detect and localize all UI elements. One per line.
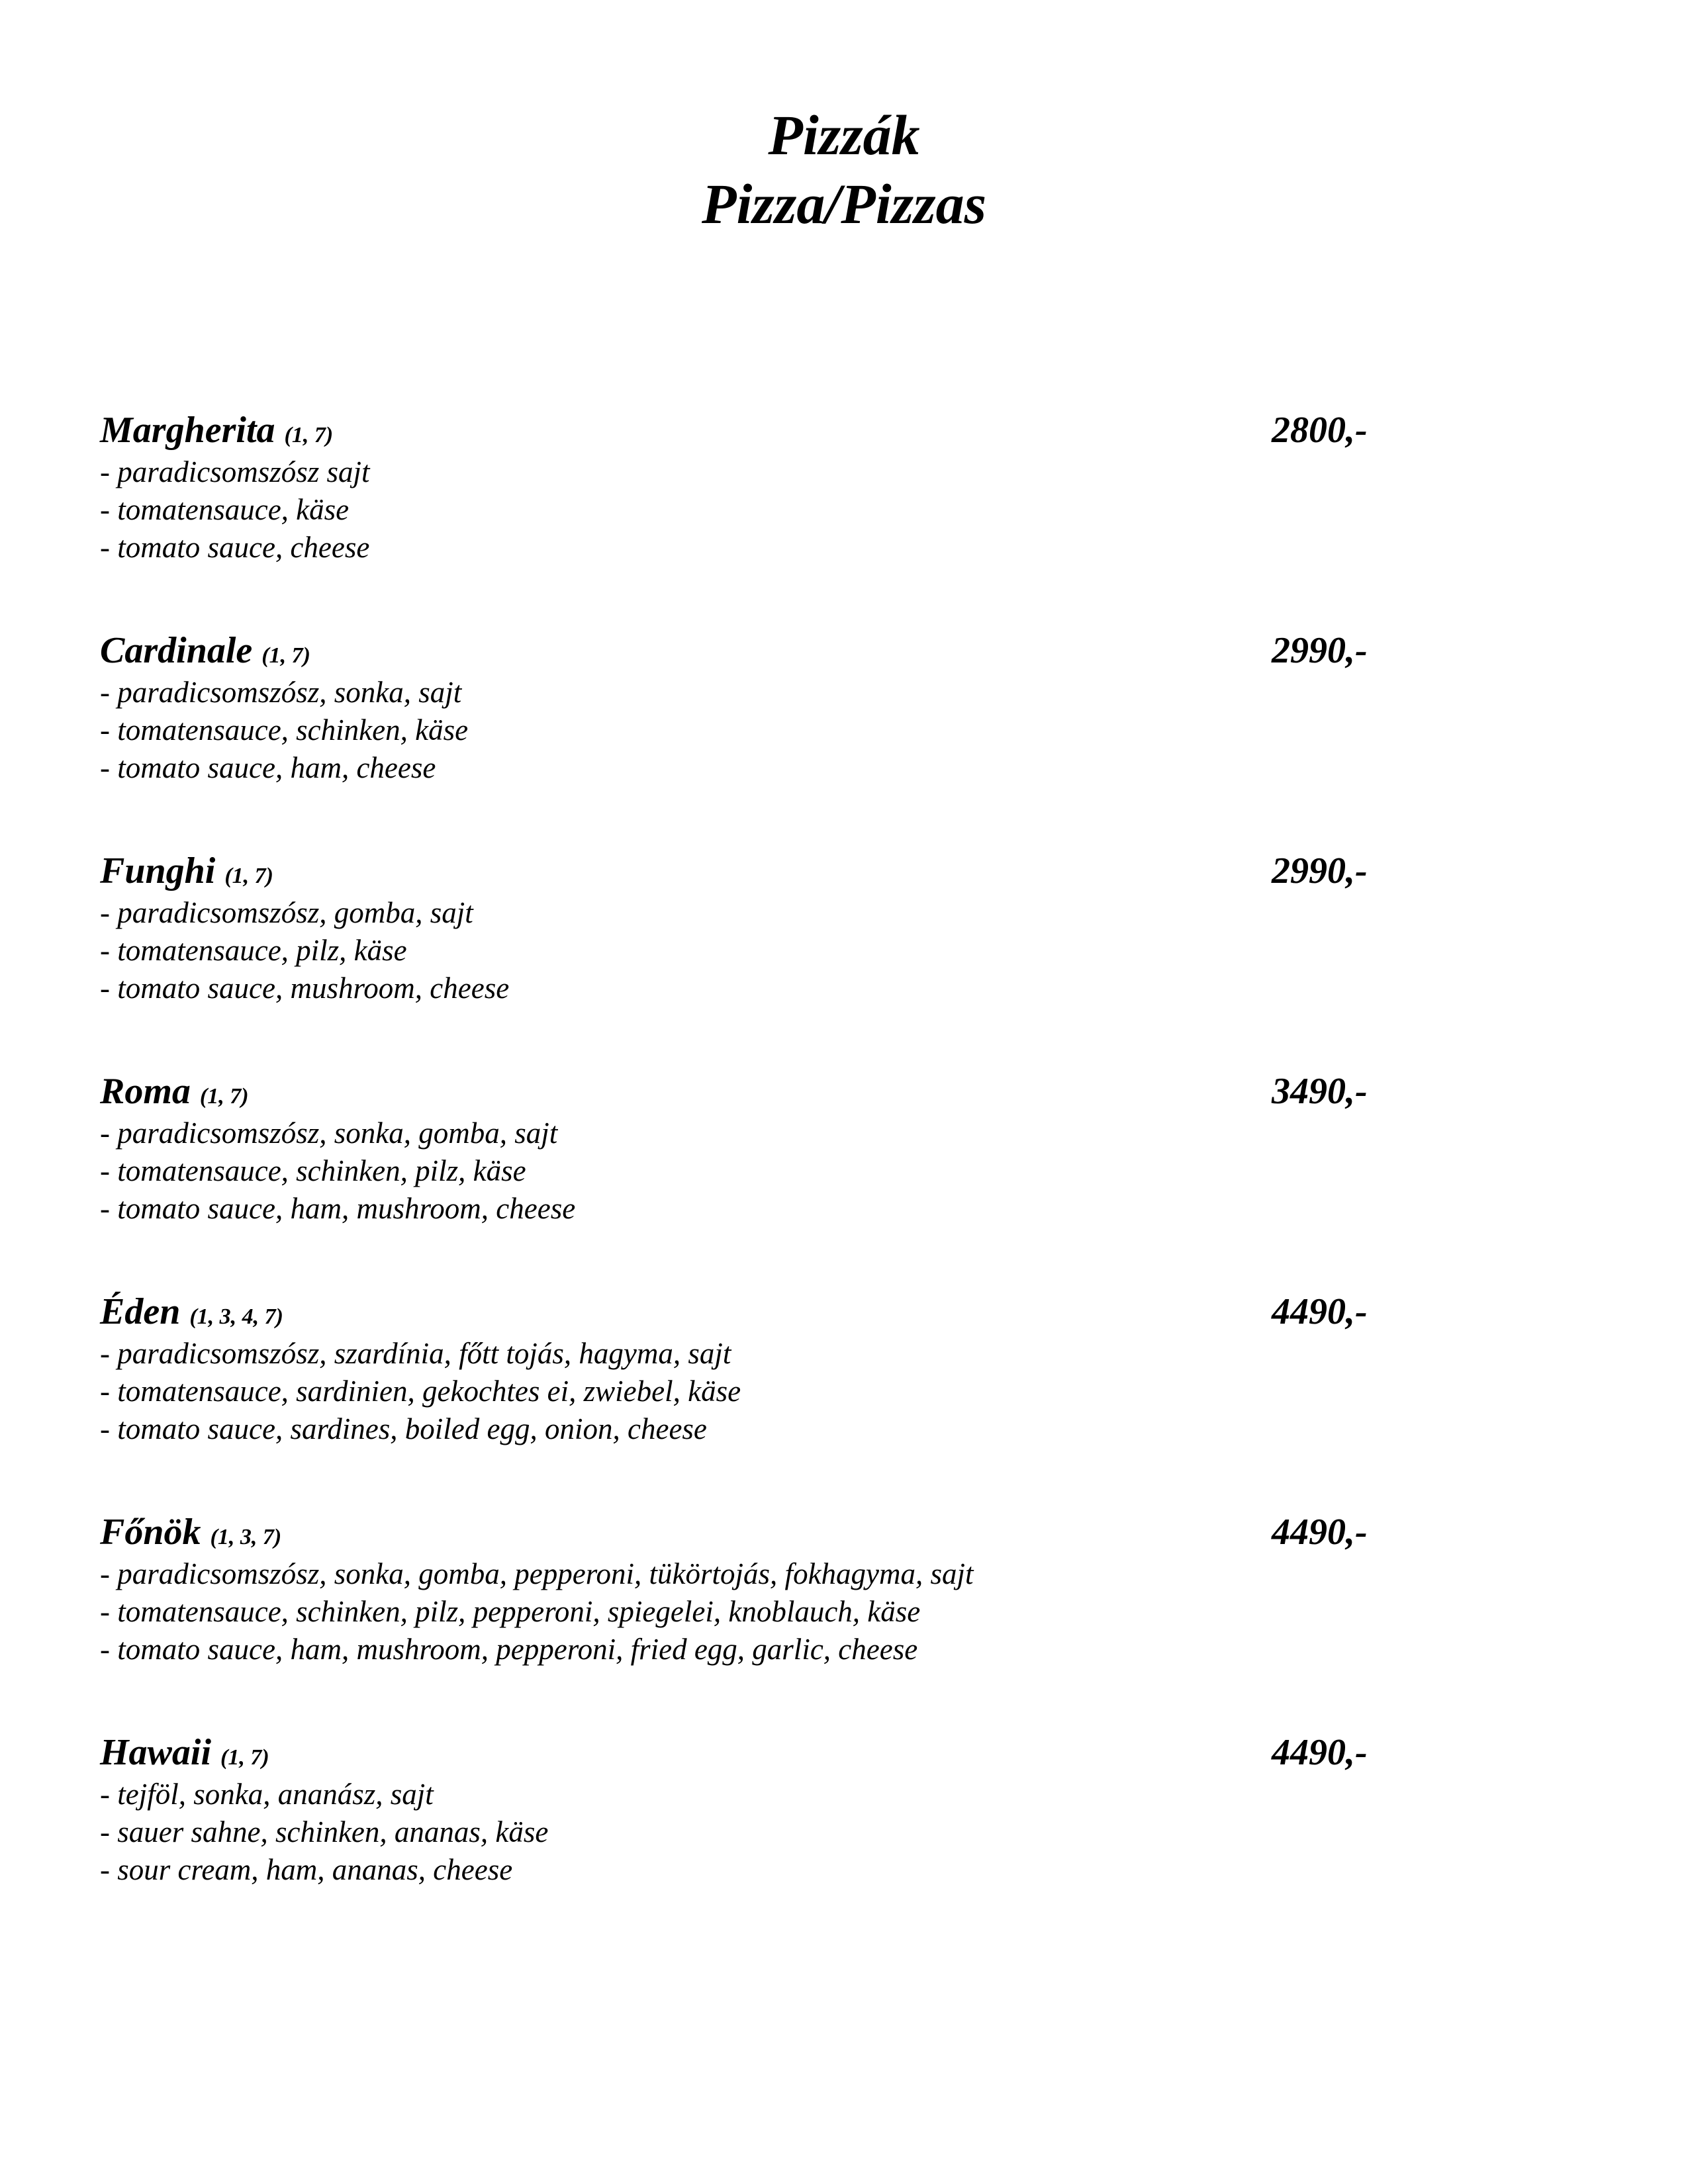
item-desc-en: - tomato sauce, ham, mushroom, cheese <box>100 1192 576 1225</box>
item-allergens: (1, 7) <box>224 864 273 888</box>
item-allergens: (1, 7) <box>220 1745 269 1770</box>
menu-item-header <box>100 627 1391 674</box>
item-desc-en: - tomato sauce, ham, cheese <box>100 751 436 784</box>
menu-item-cardinale <box>100 627 1391 787</box>
item-desc-hu: - paradicsomszósz, szardínia, főtt tojás, hagyma, sajt <box>100 1337 731 1370</box>
item-desc-de: - tomatensauce, schinken, pilz, käse <box>100 1154 526 1187</box>
menu-item-funghi <box>100 848 1391 1007</box>
item-name: Hawaii <box>100 1732 212 1773</box>
item-price: 3490,- <box>1272 1071 1368 1112</box>
item-name: Roma <box>100 1071 191 1112</box>
item-name: Éden <box>100 1291 181 1332</box>
item-allergens: (1, 3, 7) <box>210 1525 282 1549</box>
item-allergens: (1, 7) <box>261 643 310 668</box>
item-allergens: (1, 3, 4, 7) <box>189 1304 284 1329</box>
item-price: 2990,- <box>1272 630 1368 671</box>
item-price: 2990,- <box>1272 850 1368 891</box>
menu-item-header <box>100 1509 1391 1555</box>
item-desc-hu: - paradicsomszósz, sonka, gomba, pepperoni, tükörtojás, fokhagyma, sajt <box>100 1557 974 1590</box>
item-allergens: (1, 7) <box>199 1084 249 1109</box>
item-desc-en: - tomato sauce, cheese <box>100 531 370 564</box>
item-desc-hu: - paradicsomszósz, gomba, sajt <box>100 896 473 929</box>
item-price: 4490,- <box>1272 1732 1368 1773</box>
item-desc-de: - tomatensauce, sardinien, gekochtes ei, zwiebel, käse <box>100 1375 741 1408</box>
item-desc-de: - tomatensauce, käse <box>100 493 350 526</box>
menu-item-header <box>100 1289 1391 1335</box>
item-desc-de: - sauer sahne, schinken, ananas, käse <box>100 1815 549 1848</box>
item-desc-de: - tomatensauce, pilz, käse <box>100 934 407 967</box>
item-name-line <box>100 1729 269 1781</box>
item-name-line <box>100 848 273 899</box>
item-name: Főnök <box>100 1512 201 1553</box>
item-name-line <box>100 407 333 459</box>
item-desc-en: - tomato sauce, mushroom, cheese <box>100 972 510 1005</box>
item-desc-en: - tomato sauce, ham, mushroom, pepperoni, fried egg, garlic, cheese <box>100 1633 918 1666</box>
menu-item-header <box>100 1729 1391 1776</box>
menu-item-fonok <box>100 1509 1391 1668</box>
item-desc-hu: - paradicsomszósz, sonka, sajt <box>100 676 462 709</box>
item-desc-en: - sour cream, ham, ananas, cheese <box>100 1853 513 1886</box>
menu-item-header <box>100 1068 1391 1115</box>
item-name: Cardinale <box>100 630 253 671</box>
item-name-line <box>100 1068 249 1120</box>
item-allergens: (1, 7) <box>284 423 334 447</box>
menu-item-header <box>100 407 1391 453</box>
menu-item-hawaii <box>100 1729 1391 1889</box>
menu-item-roma <box>100 1068 1391 1228</box>
item-desc-de: - tomatensauce, schinken, käse <box>100 713 469 747</box>
item-price: 2800,- <box>1272 410 1368 451</box>
item-price: 4490,- <box>1272 1291 1368 1332</box>
menu-title: Pizzák <box>768 103 920 167</box>
item-name-line <box>100 1289 283 1340</box>
item-price: 4490,- <box>1272 1512 1368 1553</box>
item-desc-de: - tomatensauce, schinken, pilz, pepperoni, spiegelei, knoblauch, käse <box>100 1595 921 1628</box>
item-desc-hu: - paradicsomszósz, sonka, gomba, sajt <box>100 1116 558 1150</box>
item-name-line <box>100 627 310 679</box>
item-name-line <box>100 1509 281 1561</box>
item-desc-en: - tomato sauce, sardines, boiled egg, onion, cheese <box>100 1412 707 1445</box>
menu-item-margherita <box>100 407 1391 567</box>
item-name: Funghi <box>100 850 216 891</box>
item-name: Margherita <box>100 410 275 451</box>
menu-item-eden <box>100 1289 1391 1448</box>
menu-subtitle: Pizza/Pizzas <box>701 172 987 236</box>
item-desc-hu: - paradicsomszósz sajt <box>100 455 370 488</box>
menu-item-header <box>100 848 1391 894</box>
item-desc-hu: - tejföl, sonka, ananász, sajt <box>100 1778 434 1811</box>
